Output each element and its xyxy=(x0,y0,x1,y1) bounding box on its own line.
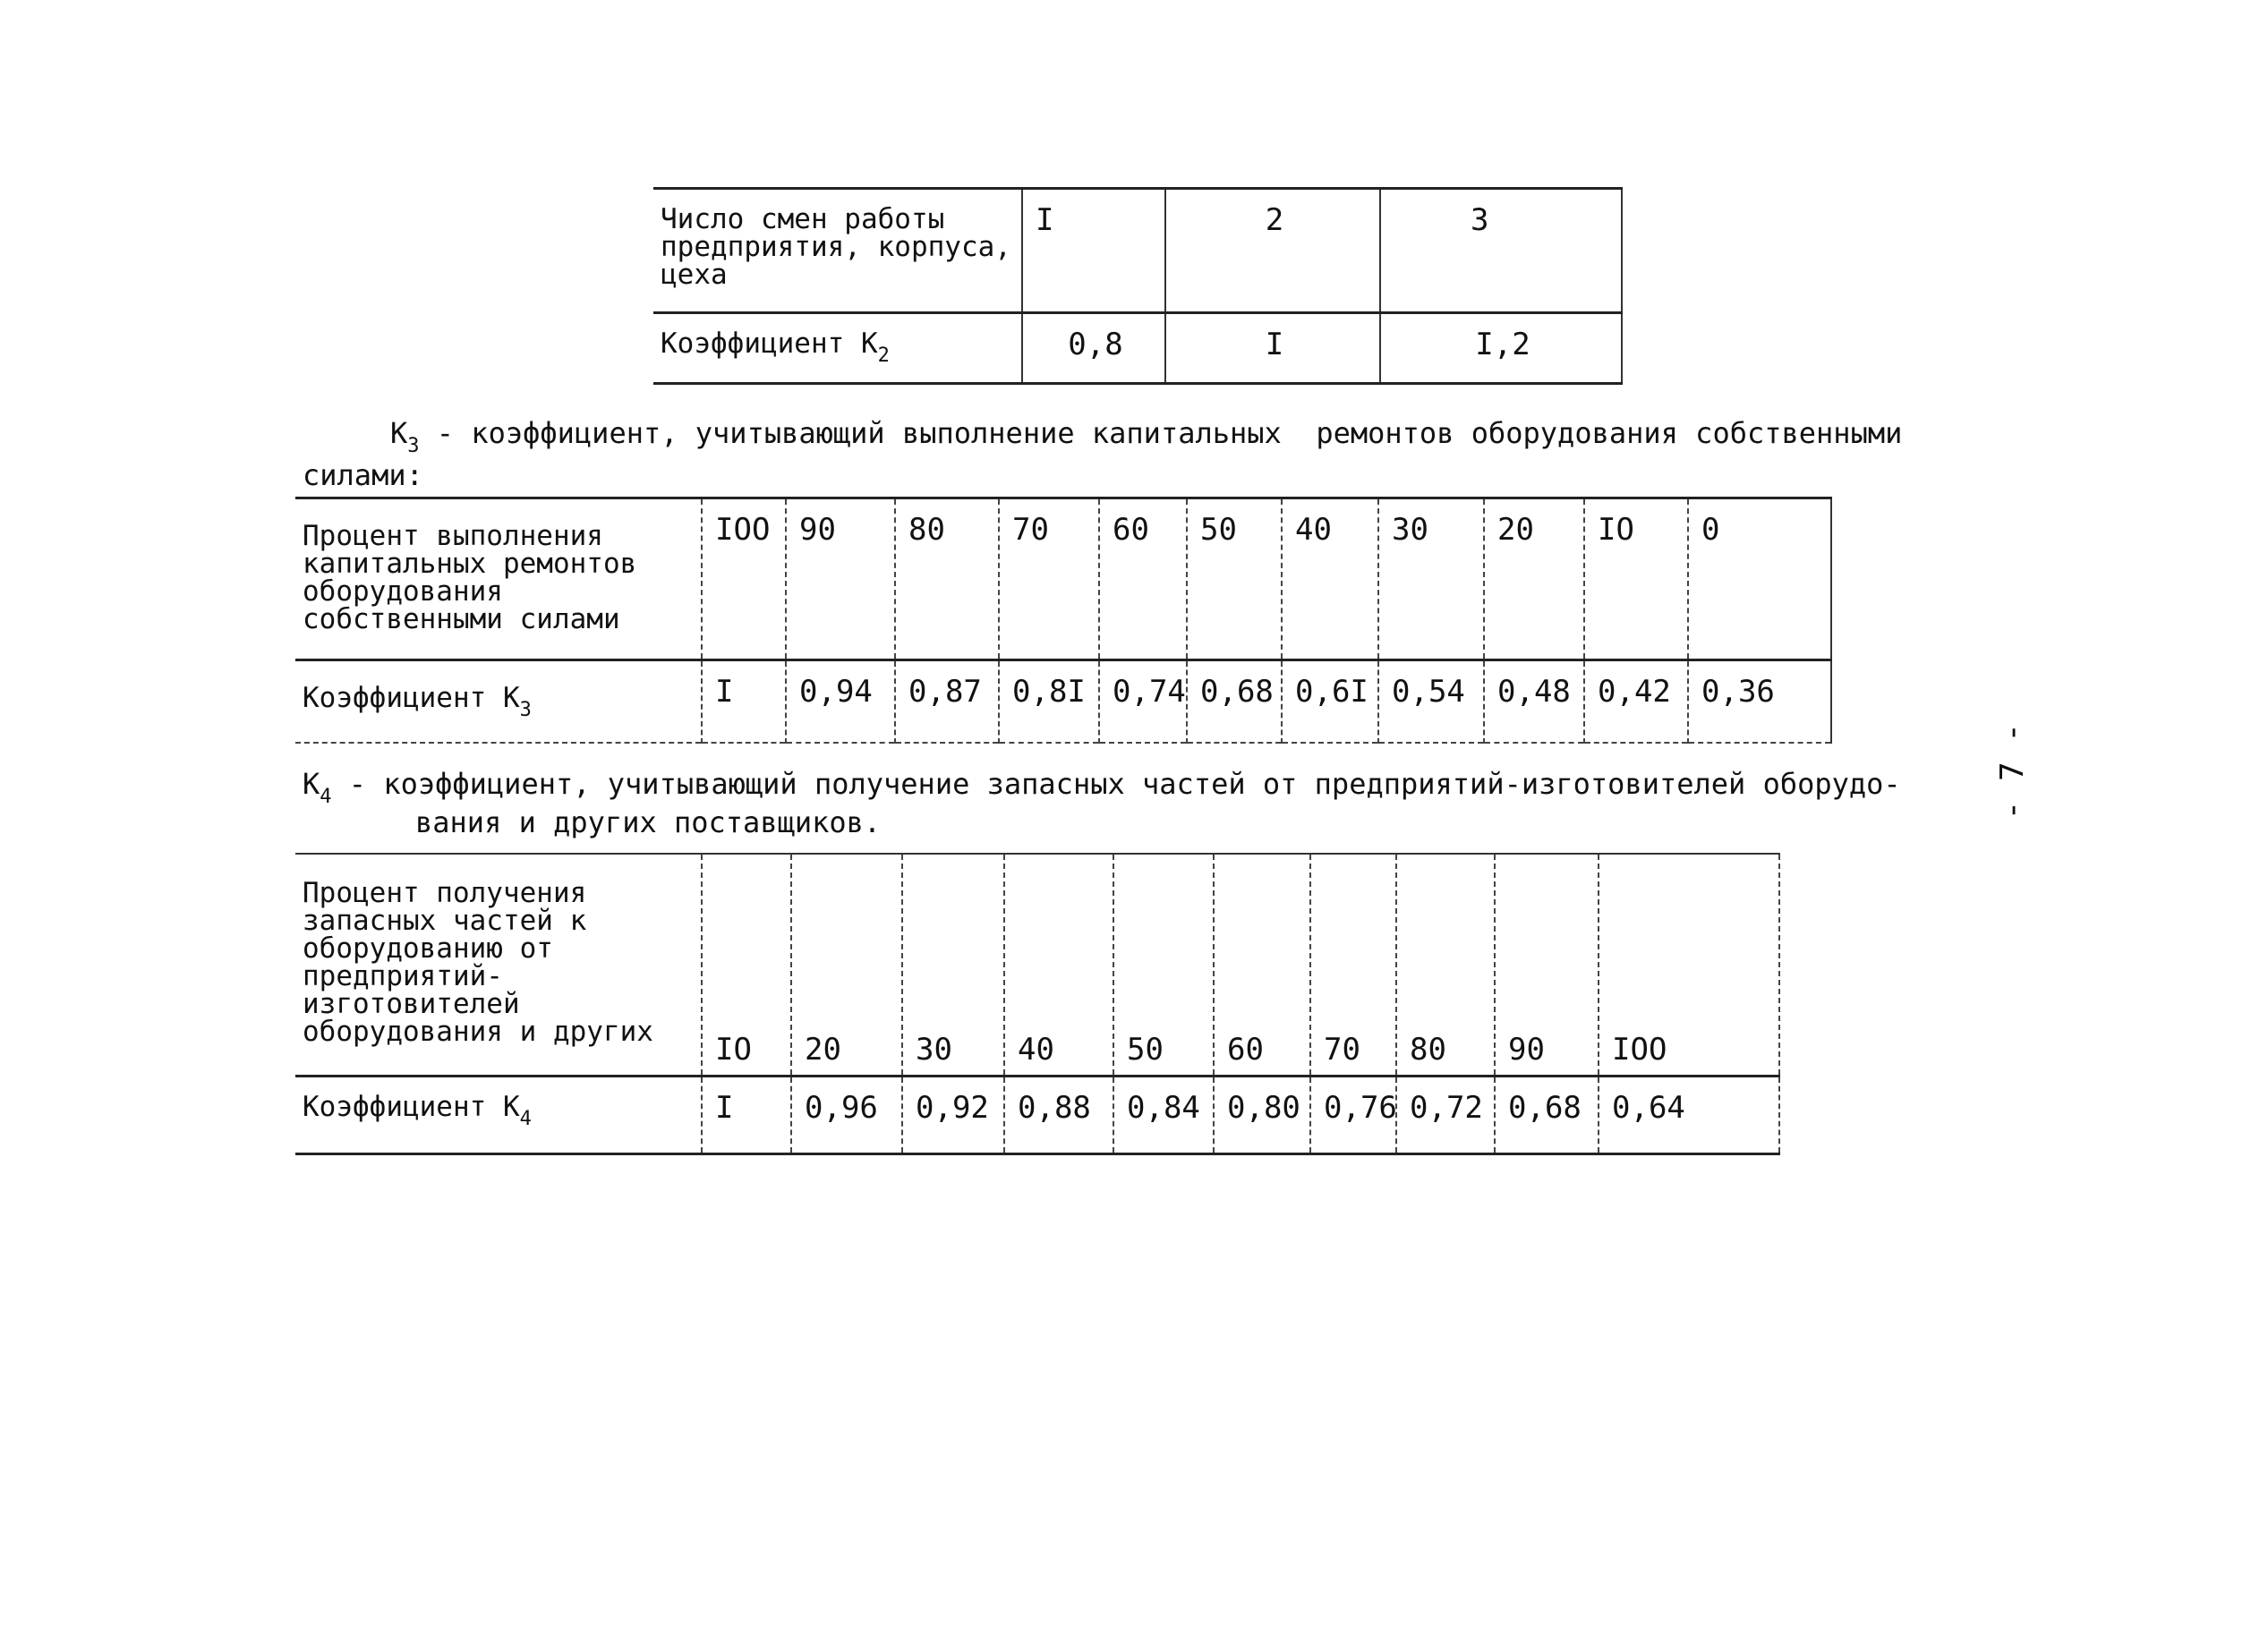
k4-description-line1: $К_4$ - коэффициент, учитывающий получение запасных частей от предприятий-изготовителей оборудо- xyxy=(303,767,1901,808)
shift-value-2: 2 xyxy=(1165,189,1380,313)
shift-count-label: Число смен работы предприятия, корпуса, цеха xyxy=(653,189,1022,313)
spare-parts-percent-value: 20 xyxy=(791,854,902,1077)
repair-percent-value: 50 xyxy=(1187,498,1282,660)
k4-value: 0,84 xyxy=(1113,1077,1214,1154)
spare-parts-percent-value: 30 xyxy=(902,854,1004,1077)
repair-coefficient-table xyxy=(295,497,1832,744)
repair-percent-label: Процент выполнения капитальных ремонтов оборудования собственными силами xyxy=(295,498,702,660)
repair-percent-value: 60 xyxy=(1099,498,1187,660)
k3-value: 0,8I xyxy=(999,660,1099,744)
k3-value: 0,74 xyxy=(1099,660,1187,744)
repair-percent-value: 90 xyxy=(786,498,895,660)
k4-label-subscript: 4 xyxy=(519,1108,532,1130)
k4-value: 0,92 xyxy=(902,1077,1004,1154)
repair-percent-value: IОО xyxy=(702,498,786,660)
k3-value: 0,42 xyxy=(1584,660,1688,744)
k3-value: I xyxy=(702,660,786,744)
repair-percent-value: 40 xyxy=(1282,498,1378,660)
k3-symbol: $К_3$ xyxy=(390,416,420,457)
k3-value: 0,87 xyxy=(895,660,999,744)
k4-symbol: $К_4$ xyxy=(303,767,332,808)
k4-value: 0,68 xyxy=(1495,1077,1599,1154)
repair-percent-value: 0 xyxy=(1688,498,1831,660)
k3-value: 0,94 xyxy=(786,660,895,744)
k4-value: 0,80 xyxy=(1214,1077,1310,1154)
k2-value-1: 0,8 xyxy=(1022,313,1165,384)
k3-value: 0,6I xyxy=(1282,660,1378,744)
k3-value: 0,36 xyxy=(1688,660,1831,744)
k4-description-line2: вания и других поставщиков. xyxy=(415,805,882,839)
repair-percent-value: 70 xyxy=(999,498,1099,660)
repair-percent-value: 20 xyxy=(1484,498,1584,660)
k3-description-line2: силами: xyxy=(303,458,423,492)
k3-value: 0,54 xyxy=(1378,660,1484,744)
k3-label: Коэффициент $К_3$ xyxy=(303,682,532,721)
spare-parts-coefficient-table xyxy=(295,853,1780,1155)
spare-parts-percent-value: 50 xyxy=(1113,854,1214,1077)
k2-value-3: I,2 xyxy=(1380,313,1622,384)
k2-label: Коэффициент $К_2$ xyxy=(661,328,890,367)
k2-label-subscript: 2 xyxy=(877,345,890,367)
k4-value: 0,64 xyxy=(1599,1077,1779,1154)
spare-parts-percent-label: Процент получения запасных частей к оборудованию от предприятий-изготовителей оборудования и других xyxy=(295,854,702,1077)
spare-parts-percent-value: 70 xyxy=(1310,854,1396,1077)
page-number: - 7 - xyxy=(1994,723,2031,821)
k4-value: I xyxy=(702,1077,791,1154)
repair-percent-value: IО xyxy=(1584,498,1688,660)
spare-parts-percent-value: IО xyxy=(702,854,791,1077)
k3-value: 0,68 xyxy=(1187,660,1282,744)
repair-percent-value: 80 xyxy=(895,498,999,660)
repair-percent-value: 30 xyxy=(1378,498,1484,660)
shift-coefficient-table xyxy=(653,187,1623,385)
spare-parts-percent-value: IОО xyxy=(1599,854,1779,1077)
k3-description-line1: $К_3$ - коэффициент, учитывающий выполнение капитальных ремонтов оборудования собственными xyxy=(390,416,1903,457)
spare-parts-percent-value: 60 xyxy=(1214,854,1310,1077)
k3-label-subscript: 3 xyxy=(519,699,532,721)
k4-value: 0,72 xyxy=(1396,1077,1495,1154)
k4-value: 0,96 xyxy=(791,1077,902,1154)
spare-parts-percent-value: 40 xyxy=(1004,854,1113,1077)
k4-label: Коэффициент $К_4$ xyxy=(303,1091,532,1130)
k3-value: 0,48 xyxy=(1484,660,1584,744)
spare-parts-percent-value: 90 xyxy=(1495,854,1599,1077)
k4-value: 0,76 xyxy=(1310,1077,1396,1154)
shift-value-3: 3 xyxy=(1380,189,1622,313)
shift-value-1: I xyxy=(1022,189,1165,313)
spare-parts-percent-value: 80 xyxy=(1396,854,1495,1077)
k4-value: 0,88 xyxy=(1004,1077,1113,1154)
k2-value-2: I xyxy=(1165,313,1380,384)
